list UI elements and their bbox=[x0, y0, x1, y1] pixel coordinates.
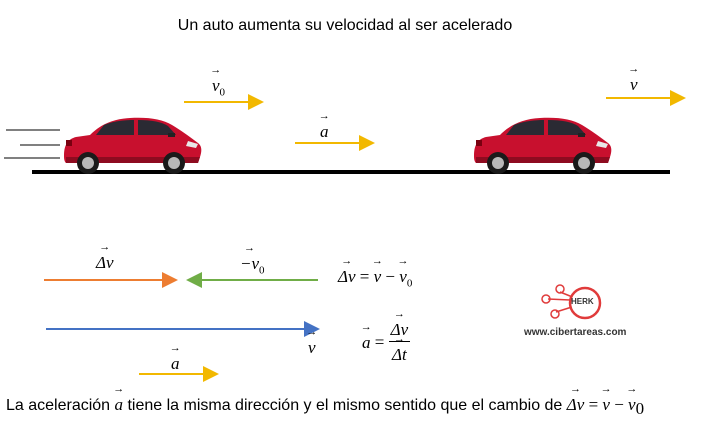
final-velocity-label-bottom: → v bbox=[308, 338, 316, 358]
acceleration-equation: → a = → Δv → Δt bbox=[362, 320, 410, 365]
acceleration-label-bottom: → a bbox=[171, 354, 180, 374]
acceleration-fraction: → Δv → Δt bbox=[389, 320, 411, 365]
logo-url: www.cibertareas.com bbox=[524, 327, 627, 338]
initial-velocity-label: → $v_0$ bbox=[212, 76, 225, 98]
delta-v-equation: → Δv = → v − → $v_0$ bbox=[338, 267, 412, 289]
acceleration-label-top: → a bbox=[320, 122, 329, 142]
negative-v0-label: → $-v_0$ bbox=[240, 254, 265, 276]
car-final-icon bbox=[474, 118, 611, 174]
logo-badge: HERK bbox=[571, 297, 594, 306]
car-initial-icon bbox=[64, 118, 201, 174]
diagram-title: Un auto aumenta su velocidad al ser acelerado bbox=[177, 17, 513, 34]
caption: La aceleración → a tiene la misma dirección y el mismo sentido que el cambio de → Δv = → v − → $v_0$ bbox=[6, 395, 644, 419]
delta-v-label: → Δv bbox=[96, 253, 114, 273]
final-velocity-label: → v bbox=[630, 75, 638, 95]
